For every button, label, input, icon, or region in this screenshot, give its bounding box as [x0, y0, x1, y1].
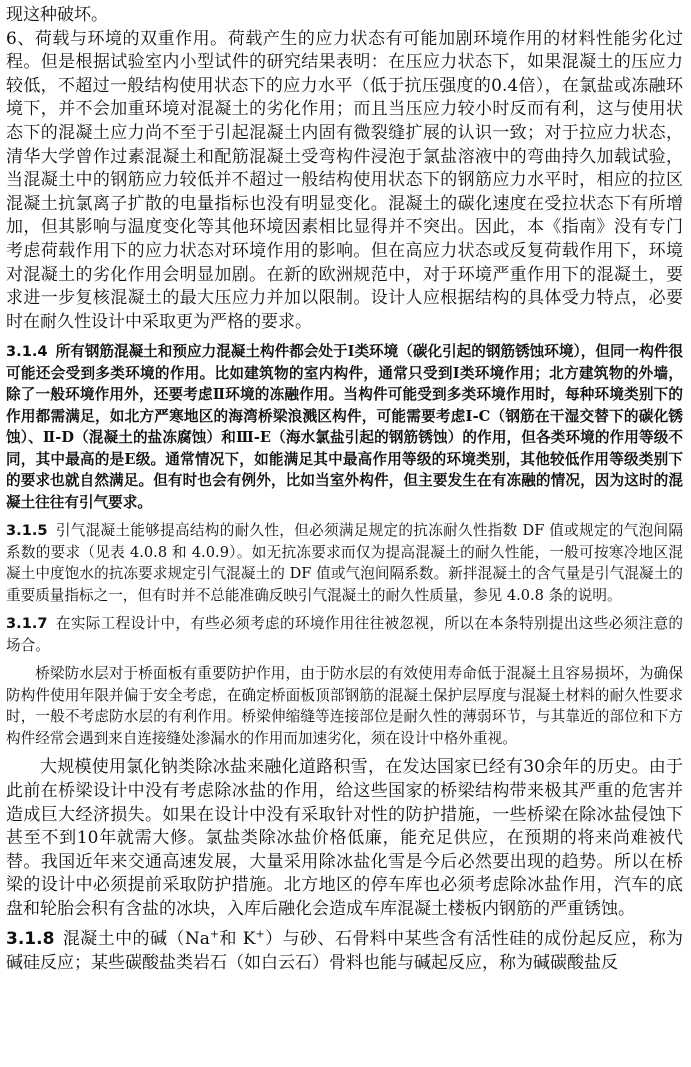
- section-text: 引气混凝土能够提高结构的耐久性，但必须满足规定的抗冻耐久性指数 DF 值或规定的气泡间隔系数的要求（见表 4.0.8 和 4.0.9）。如无抗冻要求而仅为提高混凝土的耐久性能，一般可按寒冷地区混凝土中度饱水的抗冻要求规定引气混凝土的 DF 值或气泡间隔系数。新拌混凝土的含气量是引气混凝土的重要质量指标之一，但有时并不总能准确反映引气混凝土的耐久性质量，参见 4.0.8 条的说明。: [6, 522, 683, 604]
- superscript-plus: +: [209, 927, 220, 941]
- section-text: 在实际工程设计中，有些必须考虑的环境作用往往被忽视，所以在本条特别提出这些必须注意的场合。: [6, 615, 683, 654]
- section-3-1-4: [6, 341, 683, 513]
- section-3-1-7: [6, 613, 683, 656]
- paragraph-deicing-salt: 大规模使用氯化钠类除冰盐来融化道路积雪，在发达国家已经有30余年的历史。由于此前在桥梁设计中没有考虑除冰盐的作用，给这些国家的桥梁结构带来极其严重的危害并造成巨大经济损失。如果在设计中没有采取针对性的防护措施，一些桥梁在除冰盐侵蚀下甚至不到10年就需大修。氯盐类除冰盐价格低廉，能充足供应，在预期的将来尚难被代替。我国近年来交通高速发展，大量采用除冰盐化雪是今后必然要出现的趋势。所以在桥梁的设计中必须提前采取防护措施。北方地区的停车库也必须考虑除冰盐作用，汽车的底盘和轮胎会积有含盐的冰块，入库后融化会造成车库混凝土楼板内钢筋的严重锈蚀。: [6, 757, 683, 919]
- section-text-part3: ）与砂、石骨料中某些含有活性硅的成份起反应，称为碱硅反应；某些碳酸盐类岩石（如白云石）骨料也能与碱起反应，称为碱碳酸盐反: [6, 929, 684, 974]
- paragraph-continuation: 现这种破坏。: [6, 5, 108, 25]
- section-number: 3.1.4: [6, 343, 48, 361]
- section-3-1-8: [6, 928, 683, 975]
- paragraph-item-6: 6、荷载与环境的双重作用。荷载产生的应力状态有可能加剧环境作用的材料性能劣化过程。但是根据试验室内小型试件的研究结果表明：在压应力状态下，如果混凝土的压应力较低，不超过一般结构使用状态下的应力水平（低于抗压强度的0.4倍），在氯盐或冻融环境下，并不会加重环境对混凝土的劣化作用；而且当压应力较小时反而有利，这与使用状态下的混凝土应力尚不至于引起混凝土内固有微裂缝扩展的认识一致；对于拉应力状态，清华大学曾作过素混凝土和配筋混凝土受弯构件浸泡于氯盐溶液中的弯曲持久加载试验，当混凝土中的钢筋应力较低并不超过一般结构使用状态下的钢筋应力水平时，相应的拉区混凝土抗氯离子扩散的电量指标也没有明显变化。混凝土的碳化速度在受拉状态下有所增加，但其影响与温度变化等其他环境因素相比显得并不突出。因此，本《指南》没有专门考虑荷载作用下的应力状态对环境作用的影响。但在高应力状态或反复荷载作用下，环境对混凝土的劣化作用会明显加剧。在新的欧洲规范中，对于环境严重作用下的混凝土，要求进一步复核混凝土的最大压应力并加以限制。设计人应根据结构的具体受力特点，必要时在耐久性设计中采取更为严格的要求。: [6, 28, 683, 332]
- section-number: 3.1.7: [6, 615, 48, 633]
- paragraph-bridge-waterproofing: 桥梁防水层对于桥面板有重要防护作用，由于防水层的有效使用寿命低于混凝土且容易损坏，为确保防构件使用年限并偏于安全考虑，在确定桥面板顶部钢筋的混凝土保护层厚度与混凝土材料的耐久性要求时，一般不考虑防水层的有利作用。桥梁伸缩缝等连接部位是耐久性的薄弱环节，与其靠近的部位和下方构件经常会遇到来自连接缝处渗漏水的作用而加速劣化，须在设计中格外重视。: [6, 665, 683, 747]
- section-number: 3.1.5: [6, 522, 48, 540]
- superscript-plus: +: [255, 927, 265, 941]
- section-3-1-5: [6, 520, 683, 606]
- section-number: 3.1.8: [6, 929, 55, 950]
- section-text-part1: 混凝土中的碱（Na: [62, 929, 210, 950]
- section-text: 所有钢筋混凝土和预应力混凝土构件都会处于Ⅰ类环境（碳化引起的钢筋锈蚀环境），但同一构件很可能还会受到多类环境的作用。比如建筑物的室内构件，通常只受到Ⅰ类环境作用；北方建筑物的外墙，除了一般环境作用外，还要考虑Ⅱ环境的冻融作用。当构件可能受到多类环境作用时，每种环境类别下的作用都需满足，如北方严寒地区的海湾桥梁浪溅区构件，可能需要考虑Ⅰ-C（钢筋在干湿交替下的碳化锈蚀）、Ⅱ-D（混凝土的盐冻腐蚀）和Ⅲ-E（海水氯盐引起的钢筋锈蚀）的作用，但各类环境的作用等级不同，其中最高的是E级。通常情况下，如能满足其中最高作用等级的环境类别，其他较低作用等级类别下的要求也就自然满足。但有时也会有例外，比如当室外构件，但主要发生在有冻融的情况，因为这时的混凝土往往有引气要求。: [6, 343, 683, 511]
- section-text-part2: 和 K: [219, 929, 256, 950]
